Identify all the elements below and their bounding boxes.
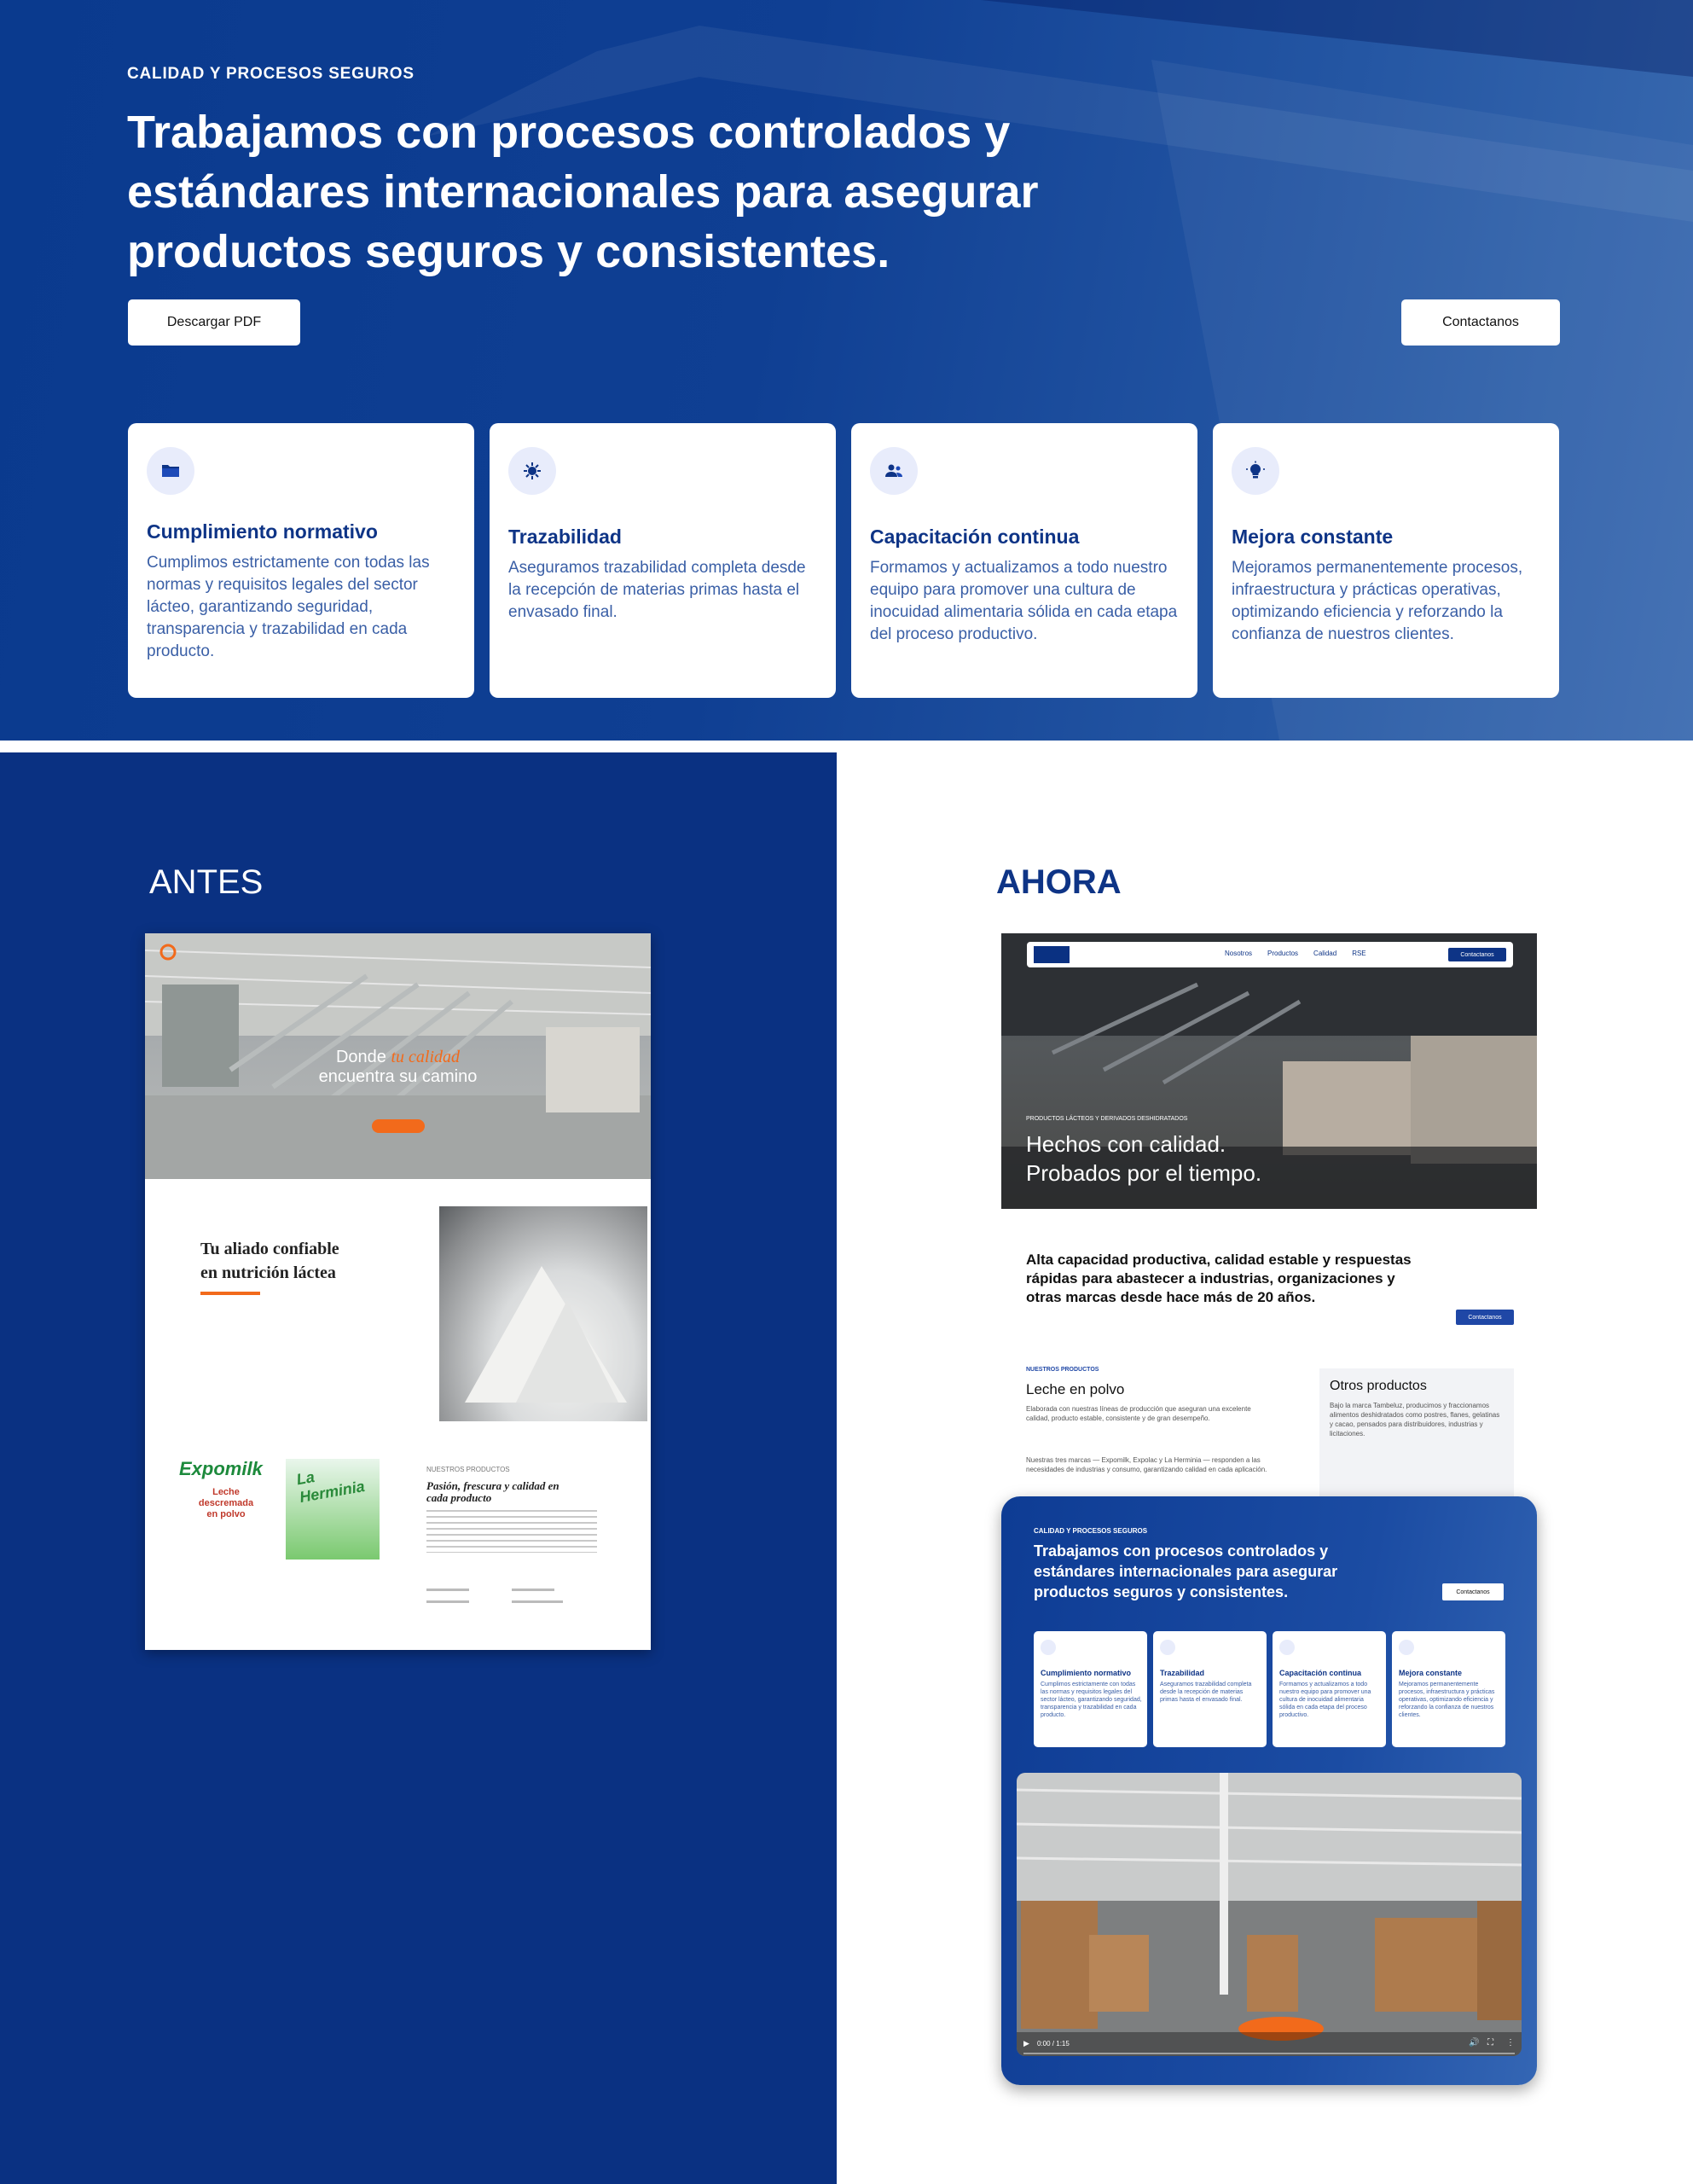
hero-title-line: productos seguros y consistentes.	[127, 226, 890, 277]
nav-link-rse[interactable]: RSE	[1352, 950, 1366, 957]
card-title: Mejora constante	[1232, 526, 1394, 548]
new-products-eyebrow: NUESTROS PRODUCTOS	[1026, 1367, 1099, 1373]
folder-icon	[1041, 1640, 1056, 1655]
mini-card	[1034, 1631, 1147, 1747]
nav-contact-button[interactable]: Contactanos	[1448, 948, 1506, 961]
virus-icon	[1160, 1640, 1175, 1655]
play-icon[interactable]: ▶	[1023, 2039, 1029, 2048]
card-title: Cumplimiento normativo	[147, 520, 378, 543]
new-products-text: Elaborada con nuestras líneas de producción que aseguran una excelente calidad, producto estable, consistente y de gran desempeño.	[1026, 1405, 1251, 1422]
old-products-paragraph	[426, 1510, 597, 1553]
old-hero-text: Donde	[335, 1048, 386, 1066]
capacity-text: Alta capacidad productiva, calidad estable y respuestas rápidas para abastecer a industrias, organizaciones y otras marcas desde hace más de 20 años.	[1026, 1252, 1412, 1305]
old-link[interactable]	[512, 1589, 554, 1591]
other-products-title: Otros productos	[1330, 1379, 1427, 1393]
more-options-icon[interactable]: ⋮	[1506, 2038, 1515, 2048]
old-site-screenshot	[145, 933, 651, 1650]
new-navbar	[1027, 942, 1513, 967]
mini-title-line: estándares internacionales para asegurar	[1034, 1563, 1338, 1580]
mini-card-text: Mejoramos permanentemente procesos, infraestructura y prácticas operativas, optimizando eficiencia y reforzando la confianza de nuestros clientes.	[1399, 1682, 1495, 1718]
feature-card-traceability	[490, 423, 836, 698]
mini-card-title: Cumplimiento normativo	[1041, 1669, 1132, 1677]
video-controls	[1017, 2032, 1522, 2056]
herminia-package	[286, 1459, 380, 1560]
mini-card-title: Trazabilidad	[1160, 1669, 1205, 1677]
card-title: Capacitación continua	[870, 526, 1080, 548]
new-hero-line: Hechos con calidad.	[1026, 1131, 1226, 1157]
herminia-logo: La Herminia	[295, 1468, 367, 1507]
feature-card-improvement	[1213, 423, 1559, 698]
expomilk-logo: Expomilk	[179, 1458, 263, 1479]
lightbulb-icon	[1232, 447, 1279, 495]
mini-contact-button[interactable]: Contactanos	[1442, 1583, 1504, 1600]
hero-title	[127, 102, 1151, 282]
before-label: ANTES	[149, 863, 264, 901]
new-products-title: Leche en polvo	[1026, 1381, 1125, 1397]
video-time: 0:00 / 1:15	[1037, 2040, 1070, 2048]
quality-hero-section	[0, 0, 1693, 741]
feature-card-compliance	[128, 423, 474, 698]
fullscreen-icon[interactable]: ⛶	[1487, 2038, 1493, 2048]
warehouse-video-frame	[1017, 1773, 1522, 2056]
new-nav-links	[1225, 950, 1366, 957]
mini-card-text: Formamos y actualizamos a todo nuestro equipo para promover una cultura de inocuidad alimentaria sólida en cada etapa del proceso productivo.	[1279, 1682, 1371, 1718]
mini-title-line: Trabajamos con procesos controlados y	[1034, 1542, 1329, 1560]
card-text: Cumplimos estrictamente con todas las normas y requisitos legales del sector lácteo, garantizando seguridad, transparencia y trazabilidad en cada producto.	[147, 554, 430, 660]
card-text: Aseguramos trazabilidad completa desde la recepción de materias primas hasta el envasado final.	[508, 559, 806, 621]
lightbulb-icon	[1399, 1640, 1414, 1655]
old-hero-text-line2: encuentra su camino	[318, 1067, 478, 1086]
old-section-title-line: Tu aliado confiable	[200, 1240, 339, 1258]
mini-card-title: Mejora constante	[1399, 1669, 1463, 1677]
card-text: Mejoramos permanentemente procesos, infraestructura y prácticas operativas, optimizando eficiencia y reforzando la confianza de nuestros clientes.	[1232, 559, 1523, 643]
brand-logo	[1034, 946, 1070, 963]
milk-powder-image	[439, 1206, 647, 1421]
new-site-screenshot	[1001, 933, 1537, 1522]
mini-card	[1153, 1631, 1267, 1747]
video-progress-bar[interactable]	[1023, 2053, 1515, 2054]
capacity-contact-button[interactable]: Contactanos	[1456, 1310, 1514, 1325]
feature-card-training	[851, 423, 1197, 698]
mini-title	[1034, 1541, 1337, 1602]
expomilk-package	[179, 1458, 273, 1560]
new-hero-line: Probados por el tiempo.	[1026, 1160, 1262, 1186]
card-title: Trazabilidad	[508, 526, 622, 548]
other-products-card	[1319, 1368, 1514, 1505]
after-label: AHORA	[996, 863, 1122, 901]
hero-eyebrow: CALIDAD Y PROCESOS SEGUROS	[127, 65, 415, 83]
nav-link-productos[interactable]: Productos	[1267, 950, 1299, 957]
old-products-title-line: cada producto	[426, 1491, 492, 1504]
users-icon	[1279, 1640, 1295, 1655]
hero-title-line: Trabajamos con procesos controlados y	[127, 107, 1011, 158]
card-text: Formamos y actualizamos a todo nuestro equipo para promover una cultura de inocuidad alimentaria sólida en cada etapa del proceso productivo.	[870, 559, 1178, 643]
mini-card-text: Aseguramos trazabilidad completa desde la recepción de materias primas hasta el envasado final.	[1160, 1682, 1252, 1703]
old-link[interactable]	[426, 1589, 469, 1591]
mini-card	[1273, 1631, 1386, 1747]
contact-button[interactable]: Contactanos	[1401, 299, 1560, 346]
new-quality-section-mockup	[1001, 1496, 1537, 2085]
nav-link-nosotros[interactable]: Nosotros	[1225, 950, 1253, 957]
old-hero-button[interactable]	[372, 1119, 425, 1133]
mini-card-title: Capacitación continua	[1279, 1669, 1362, 1677]
old-section-title-line: en nutrición láctea	[200, 1263, 336, 1282]
hero-title-line: estándares internacionales para asegurar	[127, 166, 1039, 218]
old-link[interactable]	[426, 1600, 469, 1603]
new-hero-heading	[1026, 1130, 1261, 1188]
old-hero-heading	[145, 1048, 651, 1087]
users-icon	[870, 447, 918, 495]
old-products-title-line: Pasión, frescura y calidad en	[426, 1479, 560, 1492]
mini-card	[1392, 1631, 1505, 1747]
old-products-eyebrow: NUESTROS PRODUCTOS	[426, 1466, 510, 1473]
old-hero-accent: tu calidad	[391, 1048, 461, 1066]
new-products-text-2: Nuestras tres marcas — Expomilk, Expolac y La Herminia — responden a las necesidades de industrias y consumo, garantizando calidad en cada aplicación.	[1026, 1456, 1267, 1473]
virus-icon	[508, 447, 556, 495]
new-hero-image	[1001, 933, 1537, 1209]
mini-card-text: Cumplimos estrictamente con todas las normas y requisitos legales del sector lácteo, garantizando seguridad, transparencia y trazabilidad en cada producto.	[1041, 1682, 1142, 1718]
expomilk-subtitle: Leche descremada en polvo	[198, 1487, 254, 1519]
new-hero-eyebrow: PRODUCTOS LÁCTEOS Y DERIVADOS DESHIDRATADOS	[1026, 1116, 1188, 1122]
old-accent-line	[200, 1292, 260, 1295]
volume-icon[interactable]: 🔊	[1469, 2038, 1480, 2048]
mini-title-line: productos seguros y consistentes.	[1034, 1583, 1289, 1600]
other-products-text: Bajo la marca Tambeluz, producimos y fraccionamos alimentos deshidratados como postres, flanes, gelatinas y cacao, pensados para distribuidores, industrias y licitaciones.	[1330, 1402, 1500, 1438]
factory-video[interactable]	[1017, 1773, 1522, 2056]
old-products-title	[426, 1480, 597, 1504]
mini-eyebrow: CALIDAD Y PROCESOS SEGUROS	[1034, 1527, 1148, 1535]
old-hero-image	[145, 933, 651, 1179]
folder-icon	[147, 447, 194, 495]
download-pdf-button[interactable]: Descargar PDF	[128, 299, 300, 346]
old-section-title	[200, 1237, 339, 1285]
old-link[interactable]	[512, 1600, 563, 1603]
nav-link-calidad[interactable]: Calidad	[1313, 950, 1337, 957]
